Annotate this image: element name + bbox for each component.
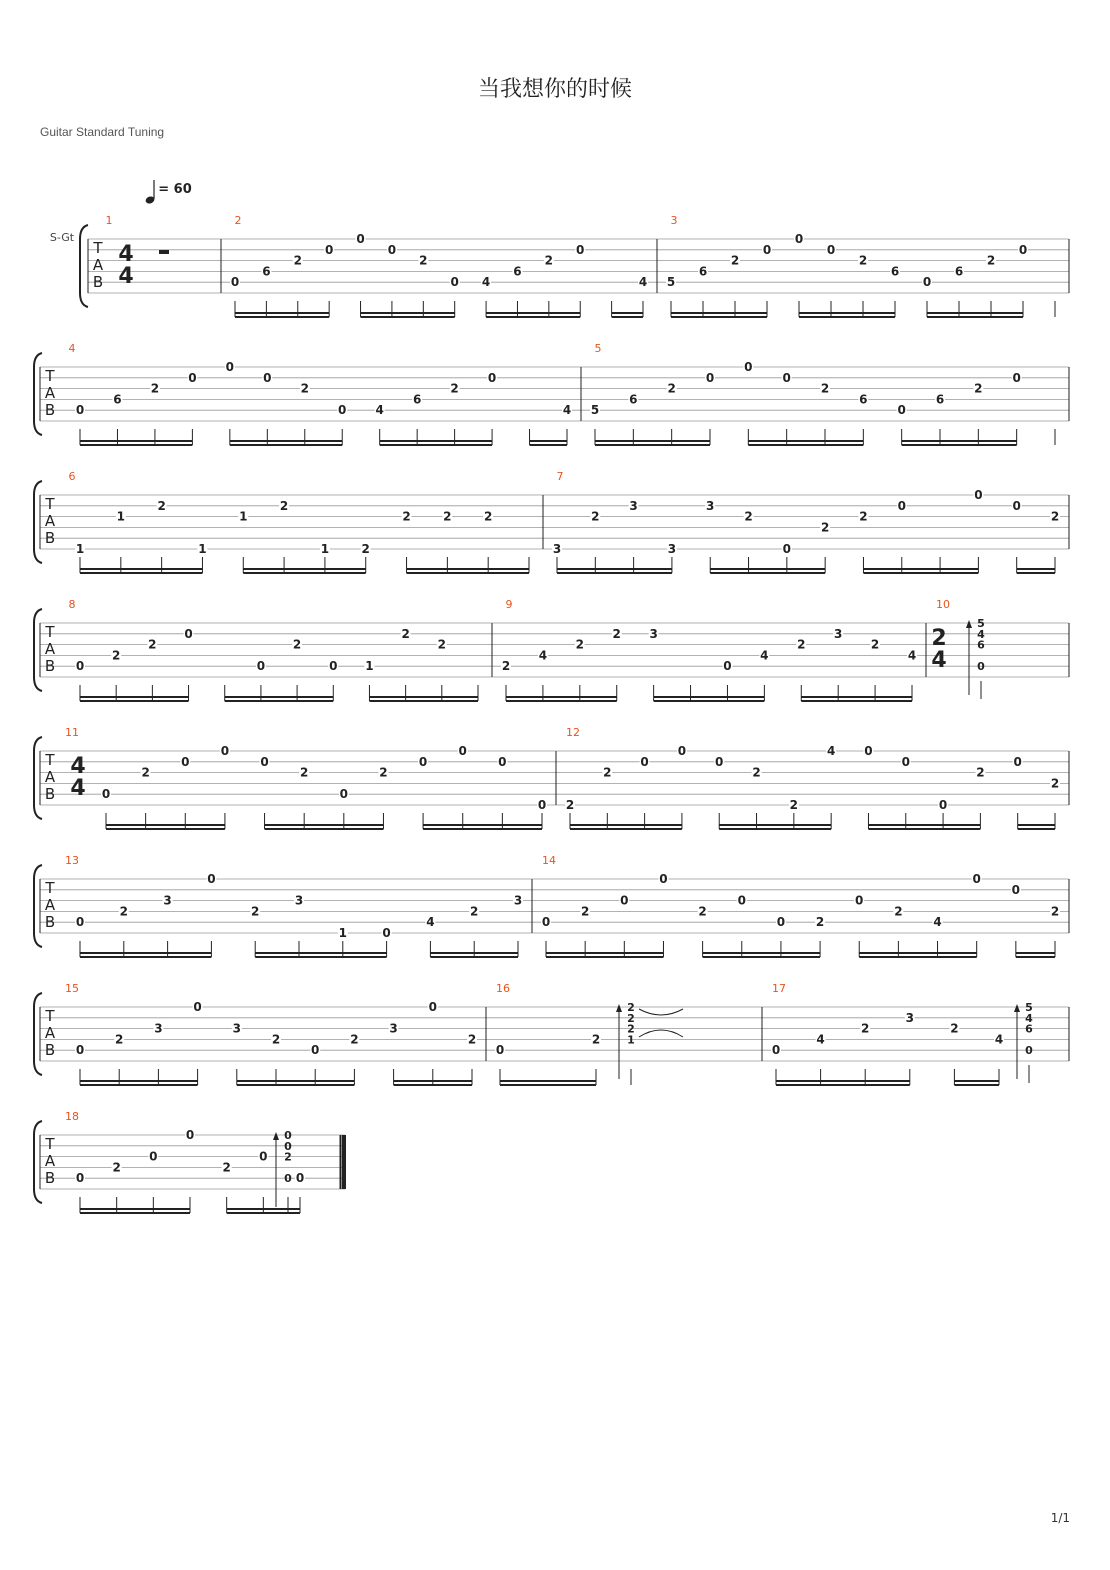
fret-number: 2	[443, 509, 452, 524]
fret-number: 4	[907, 648, 917, 663]
fret-number: 2	[820, 381, 830, 396]
fret-number: 0	[225, 360, 235, 374]
tab-letter: B	[44, 1041, 56, 1059]
fret-number: 0	[75, 915, 85, 930]
measure-number: 1	[105, 214, 113, 227]
fret-number: 0	[640, 754, 649, 769]
fret-number: 2	[419, 253, 428, 268]
fret-number: 0	[339, 787, 348, 802]
fret-number: 3	[667, 542, 677, 556]
fret-number: 2	[361, 542, 370, 556]
fret-number: 3	[629, 498, 638, 513]
fret-number: 2	[437, 637, 446, 652]
fret-number: 0	[897, 498, 906, 513]
fret-number: 3	[513, 893, 523, 908]
chord-fret: 2	[627, 1022, 635, 1036]
fret-number: 2	[112, 648, 121, 663]
fret-number: 4	[760, 648, 769, 663]
fret-number: 0	[620, 893, 629, 908]
time-signature-bottom: 4	[931, 648, 947, 673]
fret-number: 0	[771, 1043, 781, 1058]
fret-number: 2	[591, 1032, 601, 1047]
chord-fret: 1	[627, 1033, 635, 1047]
fret-number: 2	[402, 509, 411, 524]
fret-number: 0	[776, 915, 786, 930]
fret-number: 0	[723, 659, 732, 674]
measure-number: 11	[65, 726, 79, 739]
fret-number: 0	[75, 1171, 85, 1186]
fret-number: 1	[116, 509, 125, 524]
fret-number: 2	[986, 253, 996, 268]
measure-number: 18	[65, 1110, 79, 1123]
fret-number: 6	[859, 392, 868, 407]
fret-number: 2	[501, 659, 511, 674]
fret-number: 2	[300, 765, 309, 780]
measure-number: 10	[936, 598, 950, 611]
measure-number: 3	[670, 214, 678, 227]
measure-number: 5	[594, 342, 602, 355]
fret-number: 2	[148, 637, 157, 652]
fret-number: 0	[537, 798, 547, 812]
fret-number: 2	[115, 1032, 124, 1047]
staff-brace	[34, 481, 42, 563]
fret-number: 0	[181, 754, 190, 769]
tab-letter: T	[45, 751, 55, 769]
measure-number: 12	[566, 726, 580, 739]
fret-number: 1	[198, 542, 207, 556]
fret-number: 0	[193, 1000, 202, 1014]
chord-fret: 4	[1025, 1011, 1033, 1025]
fret-number: 6	[935, 392, 945, 407]
fret-number: 2	[591, 509, 600, 524]
fret-number: 2	[820, 520, 830, 535]
fret-number: 2	[450, 381, 459, 396]
tab-letter: B	[44, 913, 56, 931]
measure-number: 13	[65, 854, 79, 867]
fret-number: 6	[890, 264, 900, 279]
fret-number: 0	[1012, 498, 1021, 513]
fret-number: 0	[855, 893, 864, 908]
arpeggio-arrow-icon	[1014, 1004, 1020, 1012]
fret-number: 2	[1050, 904, 1060, 919]
fret-number: 0	[1018, 242, 1028, 257]
fret-number: 3	[905, 1010, 914, 1025]
fret-number: 2	[859, 509, 868, 524]
measure-number: 15	[65, 982, 79, 995]
fret-number: 2	[815, 915, 825, 930]
fret-number: 4	[816, 1032, 825, 1047]
fret-number: 0	[450, 275, 459, 290]
tuning-label: Guitar Standard Tuning	[40, 125, 165, 139]
measure-number: 8	[68, 598, 76, 611]
fret-number: 0	[263, 370, 272, 385]
fret-number: 0	[75, 659, 85, 674]
fret-number: 0	[356, 232, 365, 246]
fret-number: 2	[789, 798, 799, 812]
chord-fret: 2	[627, 1001, 635, 1014]
time-signature-top: 4	[70, 754, 86, 779]
fret-number: 0	[864, 744, 873, 758]
fret-number: 0	[498, 754, 507, 769]
fret-number: 4	[933, 915, 942, 930]
score-title: 当我想你的时候	[477, 77, 632, 102]
chord-fret: 0	[977, 660, 985, 674]
fret-number: 0	[677, 744, 687, 758]
fret-number: 4	[562, 403, 572, 418]
fret-number: 6	[698, 264, 708, 279]
fret-number: 2	[580, 904, 590, 919]
fret-number: 4	[994, 1032, 1004, 1047]
fret-number: 0	[659, 872, 668, 886]
fret-number: 0	[220, 744, 230, 758]
fret-number: 3	[389, 1021, 398, 1036]
fret-number: 2	[141, 765, 150, 780]
tab-letter: T	[45, 1007, 55, 1025]
fret-number: 6	[262, 264, 271, 279]
fret-number: 2	[484, 509, 493, 524]
fret-number: 0	[311, 1043, 320, 1058]
chord-fret: 5	[1025, 1001, 1033, 1014]
fret-number: 2	[603, 765, 612, 780]
fret-number: 2	[744, 509, 753, 524]
time-signature-top: 2	[931, 626, 947, 651]
fret-number: 0	[487, 370, 497, 385]
fret-number: 2	[300, 381, 309, 396]
fret-number: 2	[470, 904, 479, 919]
tab-letter: B	[44, 785, 56, 803]
fret-number: 0	[794, 232, 804, 246]
fret-number: 0	[387, 242, 397, 257]
staff-brace	[80, 225, 88, 307]
fret-number: 0	[295, 1171, 305, 1186]
fret-number: 0	[458, 744, 467, 758]
fret-number: 2	[467, 1032, 477, 1047]
tab-letter: T	[45, 367, 55, 385]
fret-number: 1	[338, 926, 347, 940]
fret-number: 5	[590, 403, 600, 418]
fret-number: 0	[101, 787, 111, 802]
fret-number: 2	[667, 381, 676, 396]
fret-number: 0	[207, 872, 216, 886]
measure-number: 7	[556, 470, 564, 483]
measure-number: 14	[542, 854, 556, 867]
staff-brace	[34, 609, 42, 691]
fret-number: 0	[901, 754, 910, 769]
tab-letter: T	[45, 495, 55, 513]
fret-number: 0	[541, 915, 551, 930]
chord-fret: 6	[977, 638, 985, 652]
fret-number: 0	[762, 242, 772, 257]
measure-number: 17	[772, 982, 786, 995]
fret-number: 3	[154, 1021, 163, 1036]
chord-fret: 4	[977, 627, 985, 641]
fret-number: 2	[858, 253, 868, 268]
staff-brace	[34, 993, 42, 1075]
measure-number: 6	[68, 470, 76, 483]
fret-number: 0	[974, 488, 983, 502]
fret-number: 0	[418, 754, 428, 769]
measure-number: 2	[234, 214, 242, 227]
fret-number: 0	[75, 403, 85, 418]
chord-fret: 0	[1025, 1044, 1033, 1058]
fret-number: 6	[113, 392, 122, 407]
fret-number: 1	[239, 509, 248, 524]
chord-fret: 0	[284, 1129, 292, 1142]
fret-number: 0	[495, 1043, 505, 1058]
staff-brace	[34, 1121, 42, 1203]
arpeggio-arrow-icon	[273, 1132, 279, 1140]
tab-letter: T	[93, 239, 103, 257]
fret-number: 2	[861, 1021, 870, 1036]
tab-letter: A	[44, 896, 56, 914]
tab-letter: A	[44, 768, 56, 786]
fret-number: 1	[365, 659, 374, 674]
fret-number: 0	[782, 370, 791, 385]
fret-number: 2	[1050, 776, 1060, 791]
fret-number: 2	[544, 253, 554, 268]
chord-fret: 0	[284, 1172, 292, 1186]
staff-brace	[34, 353, 42, 435]
fret-number: 0	[382, 926, 391, 940]
fret-number: 4	[481, 275, 491, 290]
fret-number: 2	[279, 498, 289, 513]
time-signature-bottom: 4	[70, 776, 86, 801]
fret-number: 2	[870, 637, 880, 652]
fret-number: 2	[119, 904, 128, 919]
fret-number: 2	[157, 498, 166, 513]
fret-number: 2	[974, 381, 983, 396]
fret-number: 3	[232, 1021, 241, 1036]
fret-number: 0	[938, 798, 948, 812]
fret-number: 2	[752, 765, 761, 780]
fret-number: 4	[638, 275, 648, 290]
tab-letter: T	[45, 623, 55, 641]
tab-letter: B	[92, 273, 104, 291]
fret-number: 4	[538, 648, 548, 663]
fret-number: 0	[185, 1128, 195, 1142]
fret-number: 0	[260, 754, 269, 769]
tab-letter: T	[45, 879, 55, 897]
measure-number: 16	[496, 982, 510, 995]
fret-number: 3	[649, 626, 658, 641]
fret-number: 0	[230, 275, 240, 290]
fret-number: 2	[222, 1160, 231, 1175]
fret-number: 0	[259, 1149, 268, 1164]
tab-letter: A	[44, 640, 56, 658]
tab-letter: A	[44, 1152, 56, 1170]
fret-number: 2	[894, 904, 903, 919]
fret-number: 2	[612, 626, 621, 641]
tab-letter: A	[92, 256, 104, 274]
fret-number: 4	[426, 915, 435, 930]
fret-number: 1	[75, 542, 85, 556]
fret-number: 2	[950, 1021, 959, 1036]
final-barline-thick	[342, 1135, 346, 1189]
fret-number: 0	[428, 1000, 437, 1014]
tab-letter: B	[44, 529, 56, 547]
fret-number: 0	[1011, 882, 1021, 897]
fret-number: 0	[922, 275, 932, 290]
fret-number: 0	[715, 754, 724, 769]
tie	[639, 1030, 683, 1037]
fret-number: 3	[706, 498, 715, 513]
fret-number: 2	[251, 904, 260, 919]
fret-number: 3	[552, 542, 562, 556]
tab-letter: B	[44, 1169, 56, 1187]
fret-number: 2	[293, 253, 302, 268]
staff-brace	[34, 737, 42, 819]
fret-number: 0	[576, 242, 585, 257]
fret-number: 2	[730, 253, 740, 268]
fret-number: 3	[163, 893, 172, 908]
fret-number: 2	[565, 798, 575, 812]
fret-number: 6	[629, 392, 638, 407]
measure-number: 4	[68, 342, 76, 355]
fret-number: 0	[75, 1043, 85, 1058]
chord-fret: 6	[1025, 1022, 1033, 1036]
tab-letter: A	[44, 384, 56, 402]
fret-number: 5	[666, 275, 676, 290]
fret-number: 0	[188, 370, 197, 385]
page-number: 1/1	[1050, 1511, 1070, 1525]
fret-number: 0	[972, 872, 981, 886]
fret-number: 4	[826, 744, 836, 758]
fret-number: 0	[737, 893, 746, 908]
time-signature-top: 4	[118, 242, 134, 267]
fret-number: 2	[112, 1160, 121, 1175]
tab-letter: B	[44, 657, 56, 675]
fret-number: 2	[379, 765, 388, 780]
fret-number: 0	[1012, 370, 1021, 385]
fret-number: 2	[292, 637, 302, 652]
fret-number: 0	[256, 659, 266, 674]
tab-letter: A	[44, 512, 56, 530]
instrument-label: S-Gt	[49, 231, 75, 244]
fret-number: 4	[375, 403, 384, 418]
fret-number: 3	[834, 626, 843, 641]
fret-number: 0	[149, 1149, 158, 1164]
fret-number: 0	[329, 659, 338, 674]
fret-number: 6	[954, 264, 964, 279]
fret-number: 6	[412, 392, 422, 407]
time-signature-bottom: 4	[118, 264, 134, 289]
fret-number: 2	[976, 765, 985, 780]
fret-number: 2	[698, 904, 707, 919]
tempo-label: = 60	[158, 182, 192, 197]
fret-number: 2	[150, 381, 160, 396]
chord-fret: 2	[627, 1011, 635, 1025]
measure-number: 9	[505, 598, 513, 611]
staff-brace	[34, 865, 42, 947]
chord-fret: 5	[977, 617, 985, 630]
fret-number: 2	[1050, 509, 1060, 524]
arpeggio-arrow-icon	[966, 620, 972, 628]
fret-number: 0	[338, 403, 347, 418]
tie	[639, 1009, 683, 1015]
fret-number: 2	[575, 637, 584, 652]
tab-letter: A	[44, 1024, 56, 1042]
fret-number: 2	[797, 637, 806, 652]
fret-number: 0	[782, 542, 792, 556]
fret-number: 3	[294, 893, 304, 908]
arpeggio-arrow-icon	[616, 1004, 622, 1012]
tab-letter: T	[45, 1135, 55, 1153]
fret-number: 0	[897, 403, 906, 418]
fret-number: 0	[826, 242, 836, 257]
chord-fret: 0	[284, 1139, 292, 1153]
fret-number: 0	[705, 370, 715, 385]
fret-number: 2	[271, 1032, 281, 1047]
fret-number: 1	[320, 542, 330, 556]
fret-number: 0	[1013, 754, 1022, 769]
fret-number: 0	[324, 242, 334, 257]
fret-number: 0	[744, 360, 753, 374]
fret-number: 0	[184, 626, 193, 641]
chord-fret: 2	[284, 1150, 292, 1164]
fret-number: 2	[350, 1032, 359, 1047]
fret-number: 6	[513, 264, 522, 279]
half-rest	[159, 250, 169, 254]
fret-number: 2	[401, 626, 410, 641]
tab-letter: B	[44, 401, 56, 419]
